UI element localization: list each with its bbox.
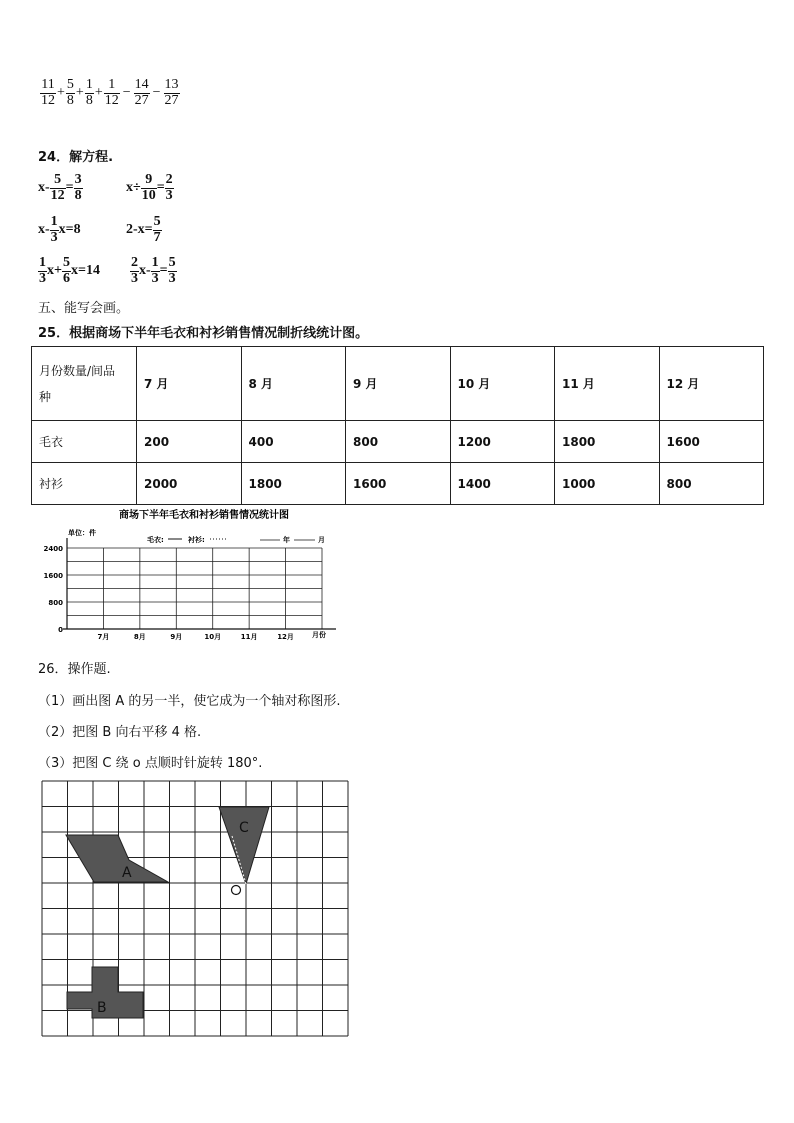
table-cell: 1000 [555,463,660,505]
q24-eq3a-frac2: $\frac{5}{6}$ [62,255,70,286]
table-row [32,463,764,505]
q26-title: 26．操作题. [38,662,111,677]
chart-title: 商场下半年毛衣和衬衫销售情况统计图 [119,510,289,521]
table-cell: 1600 [346,463,451,505]
table-cell: 1800 [241,463,346,505]
table-header-month: 7 月 [137,347,242,421]
table-cell: 1200 [450,421,555,463]
table-cell: 2000 [137,463,242,505]
chart-grid [67,548,322,629]
year-label: 年 [283,536,290,544]
q24-equation-3b: $\frac{2}{3}$ x- $\frac{1}{3}$ = $\frac{5}{3}$ [131,255,176,286]
q24-eq1b-frac1: $\frac{9}{10}$ [141,172,156,203]
chart-y-tick-label: 2400 [43,545,63,553]
chart-y-tick-label: 800 [48,599,63,607]
table-header-row [32,347,764,421]
table-row-label: 毛衣 [32,421,137,463]
table-header-month: 11 月 [555,347,660,421]
q25-title: 25．根据商场下半年毛衣和衬衫销售情况制折线统计图。 [38,326,369,341]
rotation-point-o [232,886,241,895]
q24-equation-1a: x- $\frac{5}{12}$ = $\frac{3}{8}$ [38,172,82,203]
chart-x-tick-label: 12月 [277,633,294,641]
table-cell: 800 [659,463,764,505]
q24-eq2a-frac1: $\frac{1}{3}$ [50,214,58,245]
legend-shirt-label: 衬衫: [188,536,205,544]
q23-sign-4: − [122,85,131,101]
shape-a [66,835,168,882]
table-header-month: 8 月 [241,347,346,421]
q24-eq3b-frac1: $\frac{2}{3}$ [131,255,138,286]
chart-y-tick-label: 1600 [43,572,63,580]
table-corner-cell: 月份数量/间品 种 [32,347,137,421]
q24-equation-3a: $\frac{1}{3}$ x+ $\frac{5}{6}$ x=14 [39,255,100,286]
q24-equation-1b: x÷ $\frac{9}{10}$ = $\frac{2}{3}$ [126,172,173,203]
x-axis-unit-label: 月份 [312,631,326,639]
q26-item-3: （3）把图 C 绕 o 点顺时针旋转 180°. [38,756,263,771]
q23-frac-0: $\frac{11}{12}$ [41,77,55,108]
q23-sign-2: + [75,85,84,101]
q23-frac-4: $\frac{14}{27}$ [134,77,149,108]
table-cell: 1800 [555,421,660,463]
shape-c-label: C [239,820,249,836]
q26-item-2: （2）把图 B 向右平移 4 格. [38,725,202,740]
shape-b-label: B [97,1000,107,1016]
q24-equation-2b: 2-x= $\frac{5}{7}$ [126,214,161,245]
q24-eq3b-frac3: $\frac{5}{3}$ [168,255,176,286]
chart-x-tick-label: 10月 [204,633,222,641]
table-cell: 800 [346,421,451,463]
chart-y-ticks [44,545,64,634]
q23-frac-3: $\frac{1}{12}$ [104,77,119,108]
table-cell: 400 [241,421,346,463]
table-row [32,421,764,463]
q24-eq2b-frac1: $\frac{5}{7}$ [153,214,161,245]
shape-c [219,807,269,884]
table-cell: 200 [137,421,242,463]
chart-x-ticks [97,633,293,641]
table-cell: 1400 [450,463,555,505]
legend-sweater-label: 毛衣: [147,536,164,544]
q24-eq3a-frac1: $\frac{1}{3}$ [39,255,46,286]
chart-unit-label: 单位：件 [68,529,96,537]
chart-x-tick-label: 9月 [170,633,183,641]
q24-title: 24．解方程. [38,150,114,165]
q24-eq3b-frac2: $\frac{1}{3}$ [151,255,159,286]
table-header-month: 12 月 [659,347,764,421]
q23-frac-2: $\frac{1}{8}$ [85,77,93,108]
q23-frac-1: $\frac{5}{8}$ [66,77,74,108]
table-row-label: 衬衫 [32,463,137,505]
chart-x-tick-label: 7月 [97,633,110,641]
blank-line-chart [30,505,350,645]
q23-sign-1: + [57,85,65,101]
q24-equation-2a: x- $\frac{1}{3}$ x=8 [38,214,81,245]
chart-x-tick-label: 11月 [240,633,258,641]
table-cell: 1600 [659,421,764,463]
q23-sign-5: − [152,85,161,101]
transformation-grid [40,776,356,1046]
q24-eq1a-frac1: $\frac{5}{12}$ [50,172,65,203]
q24-eq1b-frac2: $\frac{2}{3}$ [165,172,173,203]
q23-expression [38,78,180,108]
q23-frac-5: $\frac{13}{27}$ [164,77,179,108]
q23-sign-3: + [94,85,103,101]
q26-item-1: （1）画出图 A 的另一半，使它成为一个轴对称图形. [38,694,341,709]
sales-table [31,346,764,505]
chart-y-tick-label: 0 [58,626,63,634]
chart-x-tick-label: 8月 [133,633,146,641]
section-5-heading: 五、能写会画。 [38,301,130,316]
shape-a-label: A [122,865,132,881]
table-header-month: 10 月 [450,347,555,421]
q24-eq1a-frac2: $\frac{3}{8}$ [74,172,82,203]
month-label: 月 [318,536,325,544]
table-header-month: 9 月 [346,347,451,421]
